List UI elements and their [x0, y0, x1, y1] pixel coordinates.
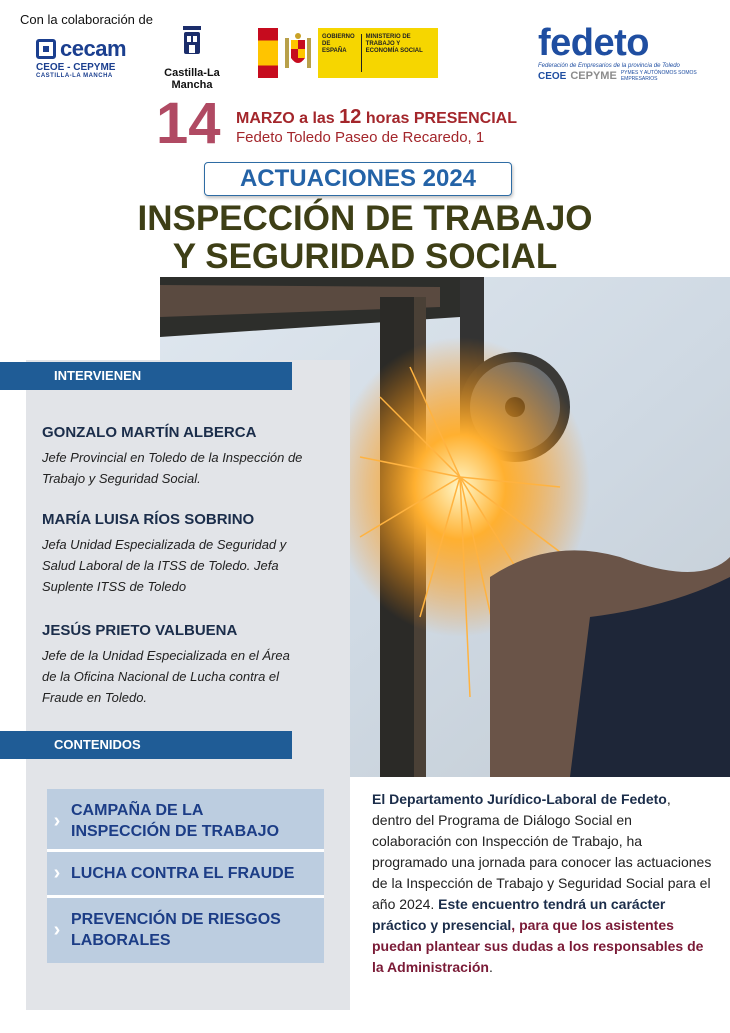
spain-flag-icon — [258, 28, 278, 78]
divider — [47, 849, 324, 852]
fedeto-subtitle: Federación de Empresarios de la provincia de Toledo — [538, 63, 680, 69]
event-description — [372, 789, 712, 978]
gobierno-text: GOBIERNO DE ESPAÑA — [322, 34, 355, 54]
castle-crest-icon — [181, 24, 203, 58]
description-emphasis: Este encuentro tendrá un carácter práctico y presencial — [372, 896, 666, 933]
speaker-role — [42, 447, 352, 489]
content-item-label — [71, 800, 279, 842]
cecam-mark-icon — [36, 39, 56, 59]
speaker — [42, 622, 352, 708]
speaker-role-line: Suplente ITSS de Toledo — [42, 579, 187, 594]
coat-of-arms-icon — [278, 28, 318, 78]
content-line: LABORALES — [71, 932, 171, 949]
cecam-logo — [36, 38, 130, 80]
content-item-label — [71, 863, 294, 884]
event-hour: 12 — [339, 106, 362, 128]
title-line-1: INSPECCIÓN DE TRABAJO — [137, 199, 593, 238]
collaboration-label: Con la colaboración de — [20, 12, 153, 27]
speaker-role-line: Jefe de la Unidad Especializada en el Área — [42, 648, 290, 663]
chevron-right-icon: › — [53, 809, 61, 832]
event-location: Fedeto Toledo Paseo de Recaredo, 1 — [236, 129, 485, 146]
speaker-name: GONZALO MARTÍN ALBERCA — [42, 424, 257, 441]
content-item — [47, 903, 324, 957]
contents-heading: CONTENIDOS — [0, 731, 292, 759]
ministry-text: MINISTERIO DE TRABAJO Y ECONOMÍA SOCIAL — [361, 34, 434, 72]
speaker-role — [42, 534, 352, 597]
chevron-right-icon: › — [53, 918, 61, 941]
fedeto-name: fedeto — [538, 22, 649, 64]
gobierno-espana-logo — [258, 28, 438, 78]
description-highlight: , para que los asistentes puedan plantear sus dudas a los responsables de la Administración — [372, 917, 704, 975]
event-time — [236, 106, 517, 129]
event-mode: horas PRESENCIAL — [361, 110, 517, 127]
castilla-la-mancha-logo — [146, 24, 238, 91]
speaker-role-line: de la Oficina Nacional de Lucha contra el — [42, 669, 280, 684]
content-line: LUCHA CONTRA EL FRAUDE — [71, 864, 295, 882]
content-line: CAMPAÑA DE LA — [71, 802, 204, 819]
fedeto-cepyme: CEPYME — [570, 70, 617, 82]
page-title — [40, 200, 690, 276]
event-date — [156, 91, 596, 156]
cecam-name: cecam — [60, 36, 127, 61]
event-month: MARZO a las — [236, 110, 340, 127]
chevron-right-icon: › — [53, 861, 61, 884]
content-item — [47, 857, 324, 889]
fedeto-tagline: PYMES Y AUTÓNOMOS SOMOS EMPRESARIOS — [620, 70, 697, 82]
ministry-box — [318, 28, 438, 78]
title-line-2: Y SEGURIDAD SOCIAL — [172, 237, 558, 276]
actuaciones-badge: ACTUACIONES 2024 — [204, 162, 512, 196]
speaker-name: MARÍA LUISA RÍOS SOBRINO — [42, 511, 255, 528]
speaker-role-line: Fraude en Toledo. — [42, 690, 148, 705]
castilla-la-mancha-text: Castilla-La Mancha — [164, 67, 220, 91]
speaker — [42, 511, 352, 597]
speaker-role-line: Trabajo y Seguridad Social. — [42, 471, 201, 486]
content-line: INSPECCIÓN DE TRABAJO — [71, 823, 280, 840]
event-day: 14 — [156, 91, 221, 156]
fedeto-logo — [538, 24, 706, 86]
content-item — [47, 795, 324, 847]
speaker-name: JESÚS PRIETO VALBUENA — [42, 622, 238, 639]
speaker — [42, 424, 352, 489]
speaker-role — [42, 645, 352, 708]
speaker-role-line: Jefe Provincial en Toledo de la Inspección de — [42, 450, 303, 465]
speaker-role-line: Jefa Unidad Especializada de Seguridad y — [42, 537, 287, 552]
description-intro: El Departamento Jurídico-Laboral de Fedeto — [372, 791, 667, 807]
content-line: PREVENCIÓN DE RIESGOS — [71, 911, 281, 928]
cecam-sub: CEOE - CEPYME — [36, 62, 116, 73]
speaker-role-line: Salud Laboral de la ITSS de Toledo. Jefa — [42, 558, 279, 573]
description-body: , dentro del Programa de Diálogo Social en colaboración con Inspección de Trabajo, ha programado una jornada para conocer las actuaciones de la Inspección de Trabajo y Seguridad Social para el año 2024. — [372, 791, 712, 912]
cecam-region: CASTILLA-LA MANCHA — [36, 73, 113, 79]
content-item-label — [71, 909, 281, 951]
divider — [47, 895, 324, 898]
speakers-heading: INTERVIENEN — [0, 362, 292, 390]
description-end: . — [488, 959, 493, 975]
contents-list — [47, 789, 324, 963]
fedeto-ceoe: CEOE — [538, 70, 567, 82]
